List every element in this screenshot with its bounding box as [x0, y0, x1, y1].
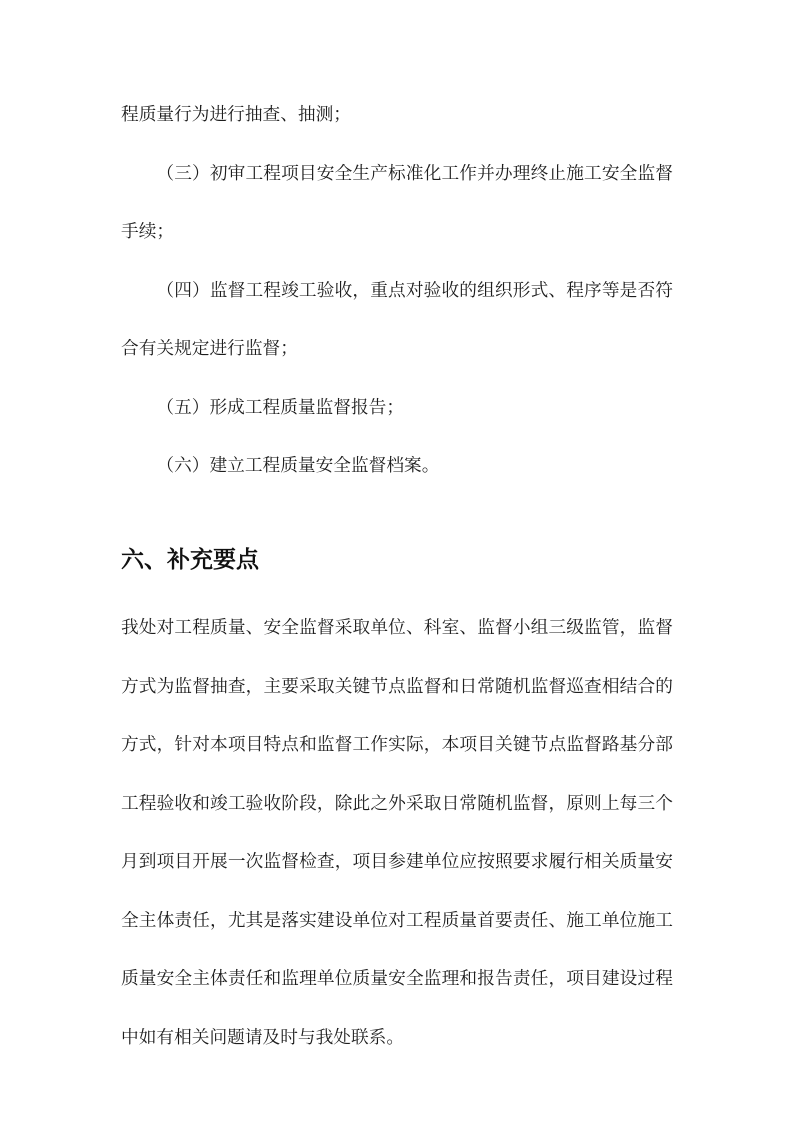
text-line: 中如有相关问题请及时与我处联系。: [121, 1026, 405, 1047]
text-line: 我处对工程质量、安全监督采取单位、科室、监督小组三级监管，监督: [121, 617, 673, 637]
text-line: （四）监督工程竣工验收，重点对验收的组织形式、程序等是否符: [156, 279, 673, 300]
text-line: 手续；: [121, 221, 175, 241]
text-line: 全主体责任，尤其是落实建设单位对工程质量首要责任、施工单位施工: [121, 909, 673, 930]
text-line: 方式为监督抽查，主要采取关键节点监督和日常随机监督巡查相结合的: [121, 675, 673, 696]
text-line: （六）建立工程质量安全监督档案。: [156, 455, 440, 475]
text-line: 工程验收和竣工验收阶段，除此之外采取日常随机监督，原则上每三个: [121, 792, 673, 813]
text-line: 方式，针对本项目特点和监督工作实际，本项目关键节点监督路基分部: [121, 734, 673, 754]
text-line: 合有关规定进行监督；: [121, 338, 298, 358]
text-line: （三）初审工程项目安全生产标准化工作并办理终止施工安全监督: [156, 162, 673, 183]
section-heading: 六、补充要点: [121, 545, 259, 572]
text-line: 质量安全主体责任和监理单位质量安全监理和报告责任，项目建设过程: [121, 968, 673, 988]
text-line: 程质量行为进行抽查、抽测；: [121, 104, 351, 124]
text-line: （五）形成工程质量监督报告；: [156, 396, 405, 417]
text-line: 月到项目开展一次监督检查，项目参建单位应按照要求履行相关质量安: [121, 851, 673, 871]
document-body: [121, 85, 673, 1066]
